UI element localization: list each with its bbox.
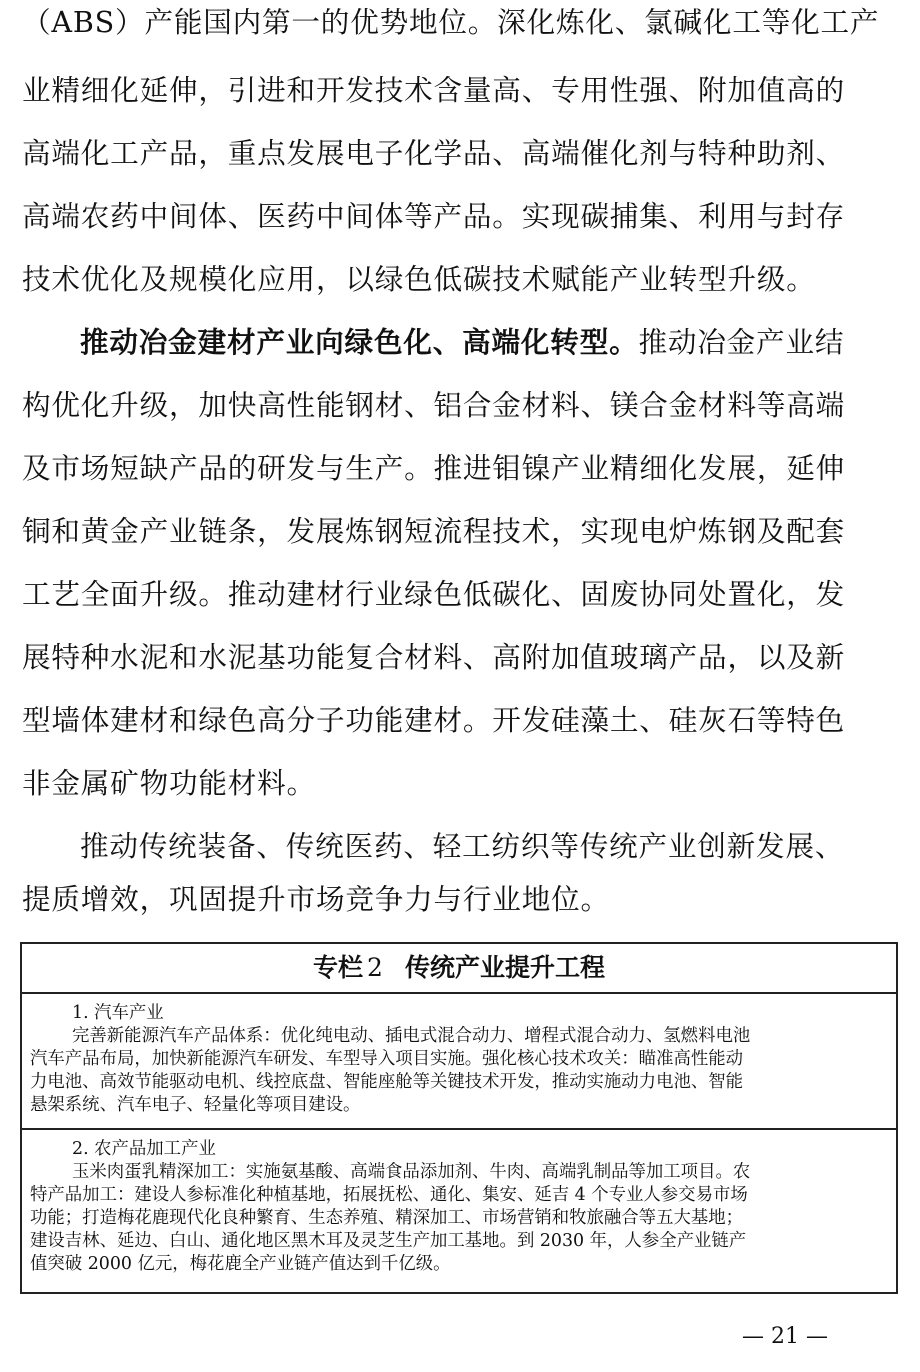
body-text-line: 高端化工产品，重点发展电子化学品、高端催化剂与特种助剂、 (22, 136, 846, 170)
body-text-line: 提质增效，巩固提升市场竞争力与行业地位。 (22, 882, 610, 916)
body-text-line: 非金属矿物功能材料。 (22, 766, 316, 800)
section-text-line: 力电池、高效节能驱动电机、线控底盘、智能座舱等关键技术开发，推动实施动力电池、智能 (30, 1072, 744, 1092)
section-heading: 2. 农产品加工产业 (72, 1139, 216, 1159)
body-text-span: 推动冶金产业结 (638, 325, 845, 359)
paragraph-first-line (80, 322, 898, 362)
section-text-line: 汽车产品布局，加快新能源汽车研发、车型导入项目实施。强化核心技术攻关：瞄准高性能动 (30, 1049, 744, 1069)
column-title-prefix: 专栏 (313, 953, 364, 982)
page-number: — 21 — (742, 1324, 828, 1349)
column-title-number: 2 (367, 953, 383, 982)
body-text-line: 铜和黄金产业链条，发展炼钢短流程技术，实现电炉炼钢及配套 (22, 514, 846, 548)
body-text-line: 型墙体建材和绿色高分子功能建材。开发硅藻土、硅灰石等特色 (22, 703, 846, 737)
section-text-line: 建设吉林、延边、白山、通化地区黑木耳及灵芝生产加工基地。到 2030 年，人参全产业链产 (30, 1231, 747, 1251)
body-text-line: 业精细化延伸，引进和开发技术含量高、专用性强、附加值高的 (22, 73, 846, 107)
section-text-line: 特产品加工：建设人参标准化种植基地，拓展抚松、通化、集安、延吉 4 个专业人参交易市场 (30, 1185, 748, 1205)
section-text-line: 完善新能源汽车产品体系：优化纯电动、插电式混合动力、增程式混合动力、氢燃料电池 (72, 1026, 751, 1046)
section-text-line: 悬架系统、汽车电子、轻量化等项目建设。 (30, 1095, 361, 1115)
body-text-line: 推动传统装备、传统医药、轻工纺织等传统产业创新发展、 (80, 829, 845, 863)
column-box-title (22, 944, 896, 994)
bold-lead-sentence: 推动冶金建材产业向绿色化、高端化转型。 (80, 325, 639, 359)
body-text-line: 技术优化及规模化应用，以绿色低碳技术赋能产业转型升级。 (22, 262, 816, 296)
body-text-line: 展特种水泥和水泥基功能复合材料、高附加值玻璃产品，以及新 (22, 640, 846, 674)
section-divider (22, 1128, 896, 1130)
body-text-line: 高端农药中间体、医药中间体等产品。实现碳捕集、利用与封存 (22, 199, 846, 233)
section-text-line: 功能；打造梅花鹿现代化良种繁育、生态养殖、精深加工、市场营销和牧旅融合等五大基地； (30, 1208, 744, 1228)
column-title-text: 传统产业提升工程 (404, 953, 605, 982)
section-text-line: 玉米肉蛋乳精深加工：实施氨基酸、高端食品添加剂、牛肉、高端乳制品等加工项目。农 (72, 1162, 751, 1182)
section-text-line: 值突破 2000 亿元，梅花鹿全产业链产值达到千亿级。 (30, 1254, 451, 1274)
body-text-line: 工艺全面升级。推动建材行业绿色低碳化、固废协同处置化，发 (22, 577, 846, 611)
body-text-line: （ABS）产能国内第一的优势地位。深化炼化、氯碱化工等化工产 (22, 5, 880, 39)
body-text-line: 及市场短缺产品的研发与生产。推进钼镍产业精细化发展，延伸 (22, 451, 846, 485)
body-text-line: 构优化升级，加快高性能钢材、铝合金材料、镁合金材料等高端 (22, 388, 846, 422)
column-box (20, 942, 898, 1294)
section-heading: 1. 汽车产业 (72, 1003, 164, 1023)
